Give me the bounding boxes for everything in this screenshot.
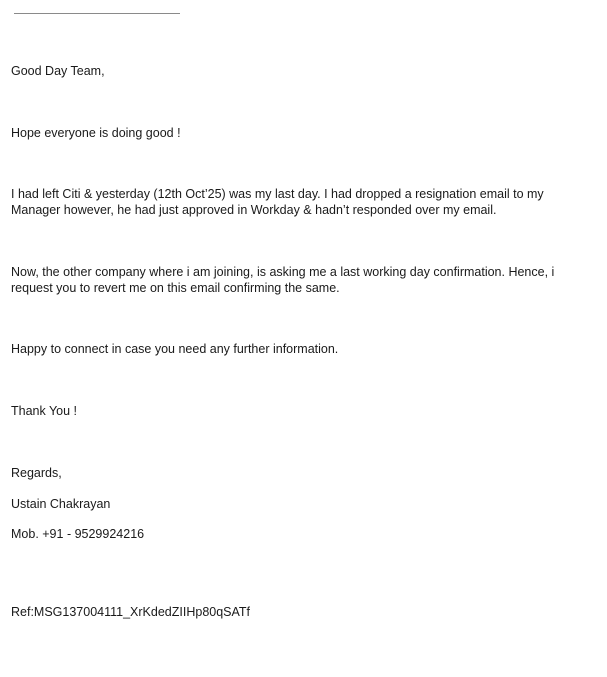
email-opening: Hope everyone is doing good ! bbox=[11, 126, 181, 140]
email-thanks: Thank You ! bbox=[11, 404, 78, 418]
email-paragraph-confirmation-request: Now, the other company where i am joining, is asking me a last working day confirmation. Hence, i request you to revert me on this email confirming the same. bbox=[11, 265, 555, 295]
separator-line bbox=[14, 13, 180, 14]
message-reference: Ref:MSG137004111_XrKdedZIIHp80qSATf bbox=[11, 605, 251, 619]
email-paragraph-connect: Happy to connect in case you need any further information. bbox=[11, 342, 339, 356]
signature-mobile: Mob. +91 - 9529924216 bbox=[11, 527, 145, 541]
email-closing: Regards, bbox=[11, 466, 62, 480]
email-paragraph-resignation: I had left Citi & yesterday (12th Oct’25) was my last day. I had dropped a resignation email to my Manager however, he had just approved in Workday & hadn’t responded over my email. bbox=[11, 187, 544, 217]
signature-name: Ustain Chakrayan bbox=[11, 497, 111, 511]
email-greeting: Good Day Team, bbox=[11, 64, 105, 78]
